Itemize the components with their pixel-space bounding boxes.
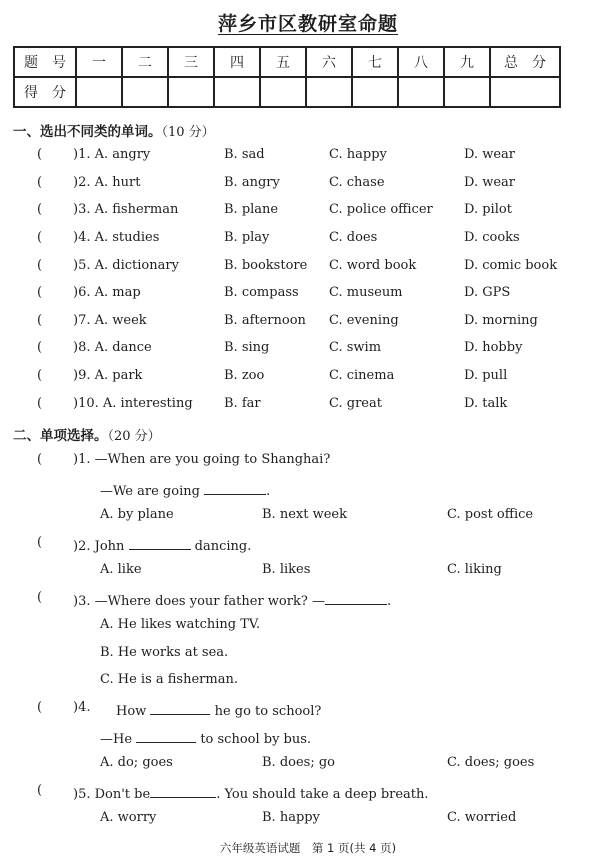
fill-blank[interactable] xyxy=(150,783,216,798)
option-b: B. plane xyxy=(224,202,279,217)
list-item xyxy=(0,175,616,195)
option-a: )4. A. studies xyxy=(73,230,160,245)
fill-blank[interactable] xyxy=(129,535,191,550)
answer-paren[interactable]: ( xyxy=(37,230,43,245)
option-c: C. chase xyxy=(329,175,385,190)
option-b: B. afternoon xyxy=(224,313,306,328)
option-c: C. worried xyxy=(447,810,517,825)
answer-paren[interactable]: ( xyxy=(37,700,43,715)
answer-text: —He xyxy=(100,732,133,747)
score-input-cell[interactable] xyxy=(76,77,122,107)
option-d: D. pilot xyxy=(464,202,512,217)
option-d: D. GPS xyxy=(464,285,511,300)
option-d: D. morning xyxy=(464,313,538,328)
option-c: C. happy xyxy=(329,147,387,162)
question-2-options xyxy=(0,562,616,582)
score-table-header-row xyxy=(14,47,560,77)
question-3-option-b xyxy=(0,645,616,665)
score-header-cell: 一 xyxy=(76,47,122,77)
option-c: C. evening xyxy=(329,313,399,328)
question-5-options xyxy=(0,810,616,830)
question-3-stem xyxy=(0,590,616,610)
option-a: )6. A. map xyxy=(73,285,141,300)
answer-paren[interactable]: ( xyxy=(37,783,43,798)
score-header-cell: 九 xyxy=(444,47,490,77)
score-header-cell: 六 xyxy=(306,47,352,77)
answer-paren[interactable]: ( xyxy=(37,396,43,411)
option-a: )8. A. dance xyxy=(73,340,152,355)
section-2-points: （20 分） xyxy=(107,429,161,444)
question-text: How xyxy=(116,704,147,719)
option-b: B. sad xyxy=(224,147,265,162)
question-3-option-a xyxy=(0,617,616,637)
question-text-end: he go to school? xyxy=(214,704,322,719)
option-c: C. does xyxy=(329,230,378,245)
answer-paren[interactable]: ( xyxy=(37,590,43,605)
option-b: B. zoo xyxy=(224,368,265,383)
option-b: B. far xyxy=(224,396,261,411)
option-a: A. do; goes xyxy=(100,755,173,770)
option-d: D. hobby xyxy=(464,340,523,355)
question-1-answer-line xyxy=(0,480,616,500)
option-b: B. next week xyxy=(262,507,347,522)
option-b: B. He works at sea. xyxy=(100,645,229,660)
question-4-answer-line xyxy=(0,728,616,748)
option-b: B. happy xyxy=(262,810,320,825)
question-5-stem xyxy=(0,783,616,803)
score-input-cell[interactable] xyxy=(168,77,214,107)
score-input-cell[interactable] xyxy=(214,77,260,107)
option-d: D. cooks xyxy=(464,230,520,245)
score-input-cell[interactable] xyxy=(122,77,168,107)
answer-text-end: to school by bus. xyxy=(200,732,312,747)
score-input-cell[interactable] xyxy=(352,77,398,107)
option-c: C. does; goes xyxy=(447,755,535,770)
question-4-stem xyxy=(0,700,616,720)
exam-title xyxy=(0,9,616,36)
option-b: B. bookstore xyxy=(224,258,308,273)
list-item xyxy=(0,147,616,167)
exam-title-text: 萍乡市区教研室命题 xyxy=(217,13,398,35)
answer-paren[interactable]: ( xyxy=(37,313,43,328)
score-header-cell: 三 xyxy=(168,47,214,77)
option-a: )3. A. fisherman xyxy=(73,202,179,217)
option-c: C. He is a fisherman. xyxy=(100,672,238,687)
question-text: )5. Don't be xyxy=(73,787,151,802)
option-b: B. compass xyxy=(224,285,299,300)
score-input-cell[interactable] xyxy=(306,77,352,107)
option-c: C. post office xyxy=(447,507,534,522)
option-c: C. museum xyxy=(329,285,403,300)
option-b: B. angry xyxy=(224,175,280,190)
page-footer: 六年级英语试题 第 1 页(共 4 页) xyxy=(219,841,397,855)
option-c: C. word book xyxy=(329,258,417,273)
question-2-stem xyxy=(0,535,616,555)
option-a: A. like xyxy=(100,562,142,577)
question-text: )1. —When are you going to Shanghai? xyxy=(73,452,331,467)
answer-paren[interactable]: ( xyxy=(37,258,43,273)
score-header-cell: 二 xyxy=(122,47,168,77)
option-d: D. comic book xyxy=(464,258,558,273)
score-header-cell: 五 xyxy=(260,47,306,77)
list-item xyxy=(0,285,616,305)
fill-blank[interactable] xyxy=(150,700,210,715)
list-item xyxy=(0,368,616,388)
answer-paren[interactable]: ( xyxy=(37,147,43,162)
question-text: )2. John xyxy=(73,539,125,554)
score-input-cell[interactable] xyxy=(444,77,490,107)
option-a: )5. A. dictionary xyxy=(73,258,179,273)
question-1-stem xyxy=(0,452,616,472)
list-item xyxy=(0,230,616,250)
option-a: )1. A. angry xyxy=(73,147,151,162)
option-d: D. pull xyxy=(464,368,508,383)
list-item xyxy=(0,258,616,278)
fill-blank[interactable] xyxy=(136,728,196,743)
question-text-end: dancing. xyxy=(194,539,252,554)
score-header-cell: 八 xyxy=(398,47,444,77)
list-item xyxy=(0,396,616,416)
question-text-end: . xyxy=(386,594,392,609)
answer-paren[interactable]: ( xyxy=(37,535,43,550)
option-b: B. does; go xyxy=(262,755,335,770)
answer-text: —We are going xyxy=(100,484,200,499)
option-d: D. wear xyxy=(464,147,516,162)
score-header-cell: 总 分 xyxy=(490,47,560,77)
answer-paren[interactable]: ( xyxy=(37,202,43,217)
option-c: C. police officer xyxy=(329,202,433,217)
option-a: A. He likes watching TV. xyxy=(100,617,261,632)
section-1-points: （10 分） xyxy=(161,125,215,140)
option-d: D. talk xyxy=(464,396,508,411)
question-text-end: . You should take a deep breath. xyxy=(216,787,429,802)
option-d: D. wear xyxy=(464,175,516,190)
fill-blank[interactable] xyxy=(325,590,387,605)
fill-blank[interactable] xyxy=(204,480,266,495)
score-table xyxy=(13,46,561,108)
option-b: B. sing xyxy=(224,340,270,355)
option-b: B. likes xyxy=(262,562,311,577)
section-2-heading xyxy=(13,424,161,444)
answer-paren[interactable]: ( xyxy=(37,175,43,190)
question-1-options xyxy=(0,507,616,527)
question-4-options xyxy=(0,755,616,775)
option-c: C. cinema xyxy=(329,368,395,383)
question-text: )3. —Where does your father work? — xyxy=(73,594,325,609)
section-2-title: 二、单项选择。 xyxy=(13,428,108,444)
question-number: )4. xyxy=(73,700,91,715)
list-item xyxy=(0,340,616,360)
option-c: C. swim xyxy=(329,340,382,355)
answer-text-end: . xyxy=(266,484,271,499)
score-header-cell: 七 xyxy=(352,47,398,77)
score-table-score-row xyxy=(14,77,560,107)
score-input-cell[interactable] xyxy=(398,77,444,107)
section-1-heading xyxy=(13,120,215,140)
option-a: )7. A. week xyxy=(73,313,147,328)
option-a: )10. A. interesting xyxy=(73,396,193,411)
score-header-cell: 四 xyxy=(214,47,260,77)
score-input-cell[interactable] xyxy=(490,77,560,107)
question-3-option-c xyxy=(0,672,616,692)
list-item xyxy=(0,202,616,222)
score-input-cell[interactable] xyxy=(260,77,306,107)
score-row-label: 得 分 xyxy=(14,77,76,107)
option-c: C. liking xyxy=(447,562,502,577)
option-a: )9. A. park xyxy=(73,368,143,383)
option-a: A. worry xyxy=(100,810,157,825)
answer-paren[interactable]: ( xyxy=(37,340,43,355)
option-c: C. great xyxy=(329,396,382,411)
answer-paren[interactable]: ( xyxy=(37,368,43,383)
answer-paren[interactable]: ( xyxy=(37,285,43,300)
list-item xyxy=(0,313,616,333)
section-1-title: 一、选出不同类的单词。 xyxy=(13,124,162,140)
option-a: A. by plane xyxy=(100,507,174,522)
score-header-cell: 题 号 xyxy=(14,47,76,77)
option-b: B. play xyxy=(224,230,270,245)
answer-paren[interactable]: ( xyxy=(37,452,43,467)
option-a: )2. A. hurt xyxy=(73,175,141,190)
